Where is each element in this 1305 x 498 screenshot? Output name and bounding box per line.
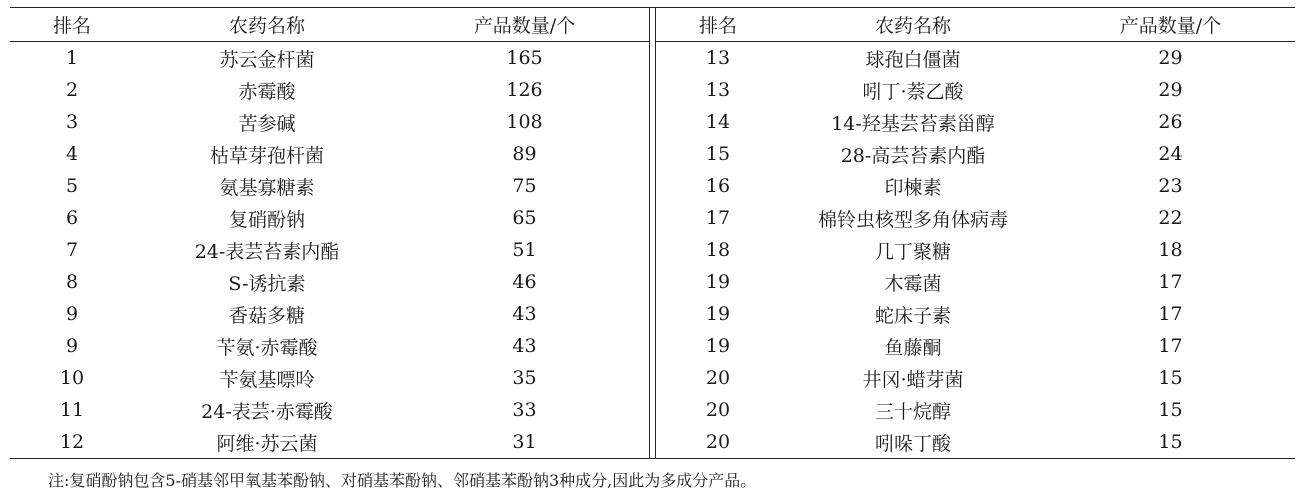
table-row: [10, 330, 649, 362]
name-cell: 三十烷醇: [874, 400, 951, 423]
rank-cell: 15: [705, 143, 731, 165]
name-cell: 阿维·苏云菌: [216, 432, 318, 455]
table-row: [656, 202, 1295, 234]
count-cell: 17: [1158, 303, 1183, 325]
header-count: 产品数量/个: [473, 15, 576, 37]
table-row: [10, 234, 649, 266]
rank-cell: 19: [705, 335, 731, 357]
rank-cell: 9: [65, 303, 79, 325]
header-name: 农药名称: [874, 15, 951, 37]
column-separator: [649, 8, 656, 458]
table-row: [656, 106, 1295, 138]
count-cell: 29: [1158, 79, 1183, 101]
count-cell: 165: [506, 47, 543, 69]
name-cell: 24-表芸·赤霉酸: [201, 400, 333, 423]
rank-cell: 14: [705, 111, 731, 133]
table-row: [10, 170, 649, 202]
name-cell: 14-羟基芸苔素甾醇: [831, 112, 995, 135]
header-name: 农药名称: [228, 15, 305, 37]
table-row: [10, 298, 649, 330]
count-cell: 24: [1158, 143, 1183, 165]
rank-cell: 8: [65, 271, 79, 293]
name-cell: 鱼藤酮: [884, 336, 942, 359]
rank-cell: 17: [705, 207, 731, 229]
table-row: [656, 170, 1295, 202]
count-cell: 35: [512, 367, 537, 389]
name-cell: 吲哚丁酸: [874, 432, 951, 455]
count-cell: 17: [1158, 271, 1183, 293]
count-cell: 65: [512, 207, 537, 229]
name-cell: 印楝素: [884, 176, 942, 199]
name-cell: 棉铃虫核型多角体病毒: [817, 208, 1008, 231]
count-cell: 18: [1158, 239, 1183, 261]
count-cell: 15: [1158, 399, 1183, 421]
header-row-left: [10, 8, 649, 41]
table-row: [656, 330, 1295, 362]
left-table-body: [10, 42, 649, 458]
name-cell: 苦参碱: [238, 112, 296, 135]
rank-cell: 20: [705, 367, 731, 389]
rank-cell: 16: [705, 175, 731, 197]
rank-cell: 1: [65, 47, 79, 69]
count-cell: 46: [512, 271, 537, 293]
table-row: [10, 138, 649, 170]
header-rank: 排名: [698, 15, 737, 37]
rank-cell: 10: [59, 367, 85, 389]
count-cell: 33: [512, 399, 537, 421]
rank-cell: 4: [65, 143, 79, 165]
count-cell: 108: [506, 111, 543, 133]
rank-cell: 13: [705, 79, 731, 101]
name-cell: 氨基寡糖素: [219, 176, 315, 199]
rank-cell: 19: [705, 271, 731, 293]
rank-cell: 13: [705, 47, 731, 69]
table-note: 注:复硝酚钠包含5-硝基邻甲氧基苯酚钠、对硝基苯酚钠、邻硝基苯酚钠3种成分,因此为多成分产品。: [48, 471, 757, 490]
header-count: 产品数量/个: [1119, 15, 1222, 37]
name-cell: 苄氨基嘌呤: [219, 368, 315, 391]
rank-cell: 7: [65, 239, 79, 261]
table-row: [656, 138, 1295, 170]
rank-cell: 2: [65, 79, 79, 101]
count-cell: 43: [512, 335, 537, 357]
count-cell: 75: [512, 175, 537, 197]
name-cell: 球孢白僵菌: [865, 48, 961, 71]
table-row: [10, 106, 649, 138]
table-row: [10, 426, 649, 458]
name-cell: 几丁聚糖: [874, 240, 951, 263]
table-row: [656, 298, 1295, 330]
rank-cell: 12: [59, 431, 85, 453]
name-cell: 枯草芽孢杆菌: [209, 144, 324, 167]
pesticide-ranking-table: [10, 7, 1295, 459]
table-row: [10, 266, 649, 298]
rank-cell: 9: [65, 335, 79, 357]
name-cell: 苄氨·赤霉酸: [216, 336, 318, 359]
table-row: [656, 394, 1295, 426]
count-cell: 15: [1158, 367, 1183, 389]
name-cell: 木霉菌: [884, 272, 942, 295]
table-row: [10, 394, 649, 426]
name-cell: S-诱抗素: [228, 272, 306, 295]
header-rank: 排名: [52, 15, 91, 37]
count-cell: 126: [506, 79, 543, 101]
count-cell: 51: [512, 239, 537, 261]
table-row: [10, 362, 649, 394]
count-cell: 29: [1158, 47, 1183, 69]
rank-cell: 3: [65, 111, 79, 133]
name-cell: 28-高芸苔素内酯: [840, 144, 986, 167]
rank-cell: 19: [705, 303, 731, 325]
name-cell: 24-表芸苔素内酯: [194, 240, 340, 263]
table-row: [656, 42, 1295, 74]
rank-cell: 18: [705, 239, 731, 261]
name-cell: 蛇床子素: [874, 304, 951, 327]
count-cell: 43: [512, 303, 537, 325]
bottom-rule: [10, 458, 1295, 459]
right-table-body: [656, 42, 1295, 458]
rank-cell: 5: [65, 175, 79, 197]
count-cell: 15: [1158, 431, 1183, 453]
table-row: [656, 74, 1295, 106]
table-row: [656, 266, 1295, 298]
left-half: [10, 8, 649, 458]
count-cell: 17: [1158, 335, 1183, 357]
right-half: [656, 8, 1295, 458]
table-row: [10, 74, 649, 106]
name-cell: 吲丁·萘乙酸: [862, 80, 964, 103]
table-row: [656, 426, 1295, 458]
table-row: [656, 362, 1295, 394]
name-cell: 赤霉酸: [238, 80, 296, 103]
count-cell: 31: [512, 431, 537, 453]
count-cell: 26: [1158, 111, 1183, 133]
rank-cell: 20: [705, 431, 731, 453]
count-cell: 23: [1158, 175, 1183, 197]
count-cell: 89: [512, 143, 537, 165]
rank-cell: 11: [59, 399, 85, 421]
name-cell: 香菇多糖: [228, 304, 305, 327]
count-cell: 22: [1158, 207, 1183, 229]
table-row: [10, 202, 649, 234]
rank-cell: 6: [65, 207, 79, 229]
header-row-right: [656, 8, 1295, 41]
name-cell: 复硝酚钠: [228, 208, 305, 231]
name-cell: 苏云金杆菌: [219, 48, 315, 71]
table-row: [656, 234, 1295, 266]
name-cell: 井冈·蜡芽菌: [862, 368, 964, 391]
rank-cell: 20: [705, 399, 731, 421]
table-row: [10, 42, 649, 74]
